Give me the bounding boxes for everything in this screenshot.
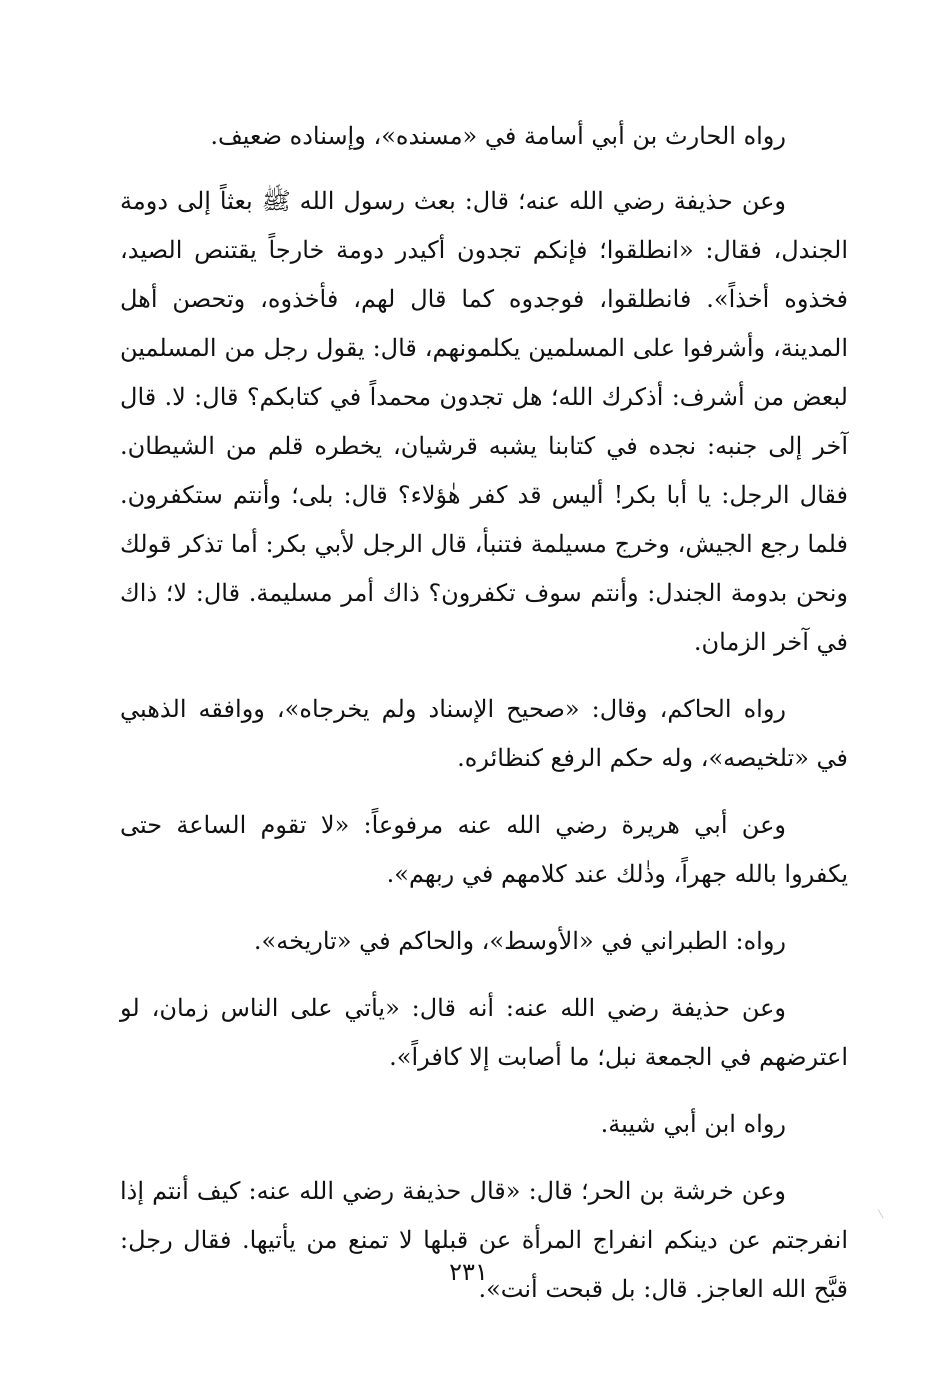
- paragraph-1: رواه الحارث بن أبي أسامة في «مسنده»، وإسناده ضعيف.: [210, 122, 786, 150]
- paragraph-5: رواه: الطبراني في «الأوسط»، والحاكم في «تاريخه».: [253, 927, 786, 955]
- paragraph-4: وعن أبي هريرة رضي الله عنه مرفوعاً: «لا تقوم الساعة حتى يكفروا بالله جهراً، وذٰلك عند كلامهم في ربهم».: [120, 811, 848, 888]
- paragraph-8: وعن خرشة بن الحر؛ قال: «قال حذيفة رضي الله عنه: كيف أنتم إذا انفرجتم عن دينكم انفراج المرأة عن قبلها لا تمنع من يأتيها. فقال رجل: قبَّح الله العاجز. قال: بل قبحت أنت».: [120, 1177, 848, 1303]
- scan-mark: [878, 1207, 887, 1218]
- paragraph-7: رواه ابن أبي شيبة.: [600, 1110, 786, 1138]
- paragraph-2: وعن حذيفة رضي الله عنه؛ قال: بعث رسول الله ﷺ بعثاً إلى دومة الجندل، فقال: «انطلقوا؛ فإنكم تجدون أكيدر دومة خارجاً يقتنص الصيد، فخذوه أخذاً». فانطلقوا، فوجدوه كما قال لهم، فأخذوه، وتحصن أهل المدينة، وأشرفوا على المسلمين يكلمونهم، قال: يقول رجل من المسلمين لبعض من أشرف: أذكرك الله؛ هل تجدون محمداً في كتابكم؟ قال: لا. قال آخر إلى جنبه: نجده في كتابنا يشبه قرشيان، يخطره قلم من الشيطان. فقال الرجل: يا أبا بكر! أليس قد كفر هٰؤلاء؟ قال: بلى؛ وأنتم ستكفرون. فلما رجع الجيش، وخرج مسيلمة فتنبأ، قال الرجل لأبي بكر: أما تذكر قولك ونحن بدومة الجندل: وأنتم سوف تكفرون؟ ذاك أمر مسليمة. قال: لا؛ ذاك في آخر الزمان.: [120, 187, 848, 656]
- paragraph-6: وعن حذيفة رضي الله عنه: أنه قال: «يأتي على الناس زمان، لو اعترضهم في الجمعة نبل؛ ما أصابت إلا كافراً».: [120, 994, 848, 1071]
- paragraph-3: رواه الحاكم، وقال: «صحيح الإسناد ولم يخرجاه»، ووافقه الذهبي في «تلخيصه»، وله حكم الرفع كنظائره.: [120, 695, 848, 772]
- body-text: [120, 112, 848, 1332]
- page-number: ٢٣١: [449, 1258, 488, 1286]
